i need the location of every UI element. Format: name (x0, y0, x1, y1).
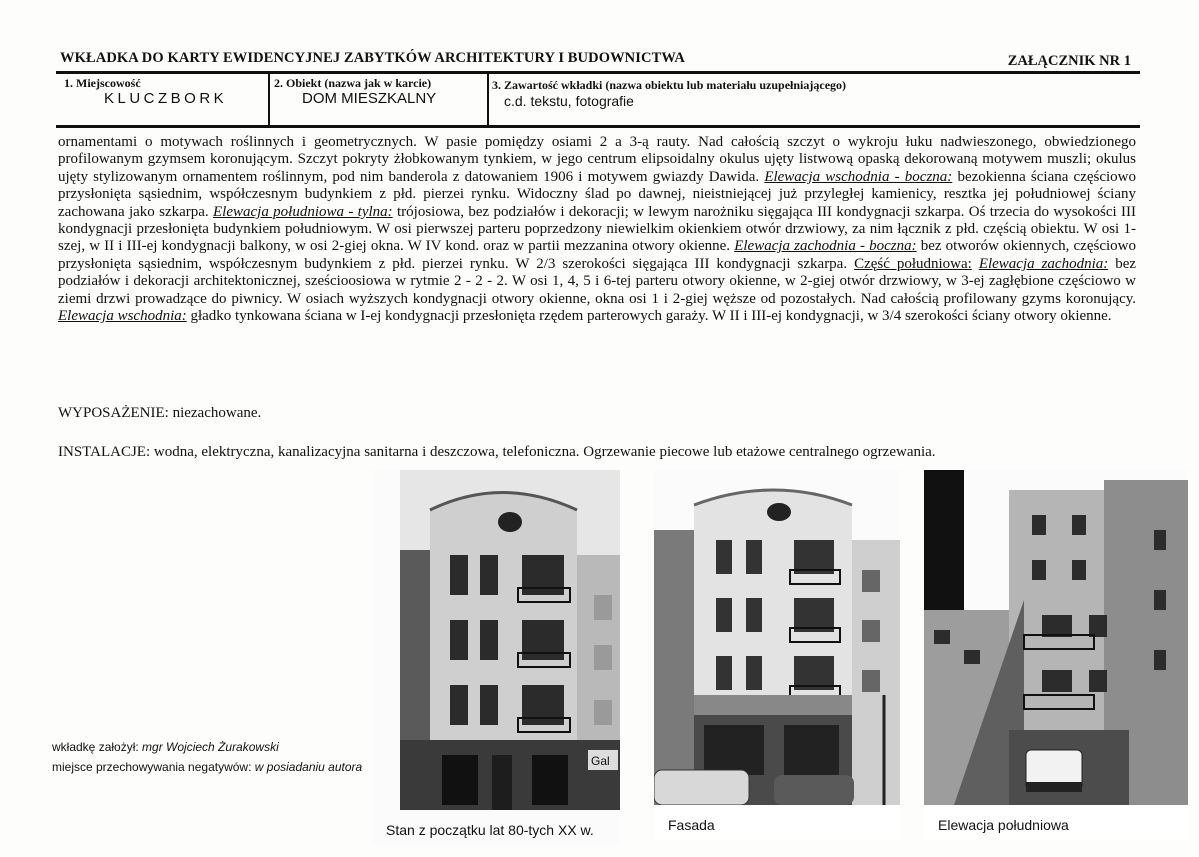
description-east-side: bezokienna ściana częściowo przysłonięta sąsiednim, współczesnym budynkiem z płd. pierzei rynku. Widoczny ślad po dawnej, nieistniejącej już przyległej kamienicy, resztka jej południowej ściany zachowana jako szkarpa. (58, 168, 1137, 220)
shop-sign-text: Gal (591, 754, 610, 768)
storage-value: w posiadaniu autora (254, 760, 363, 774)
photo-1-frame (372, 470, 620, 845)
locality-value: KLUCZBORK (104, 90, 228, 107)
description-part-facade: ornamentami o motywach roślinnych i geometrycznych. W pasie pomiędzy osiami 2 a 3-ą rauty. Nad całością szczyt o wykroju łuku nadwieszonego, obwiedzionego profilowanym gzymsem koronującym. Szczyt pokryty żłobkowanym tynkiem, w jego centrum elipsoidalny okulus ujęty listwową opaską dekorowaną motywem muszli; okulus ujęty stylizowanym ornamentem roślinnym, pod nim banderola z datowaniem 1906 i motywem gwiazdy Dawida. (58, 134, 1136, 185)
form-title: WKŁADKA DO KARTY EWIDENCYJNEJ ZABYTKÓW ARCHITEKTURY I BUDOWNICTWA (60, 50, 685, 66)
description-west-side: bez otworów okiennych, częściowo przysłonięta sąsiednim, współczesnym budynkiem z płd. pierzei rynku. W 2/3 szerokości sięgająca III kondygnacji szkarpa. (58, 238, 1136, 272)
description-south-rear: trójosiowa, bez podziałów i dekoracji; w lewym narożniku sięgająca III kondygnacji szkarpa. Oś trzecia do wysokości III kondygnacji przesłonięta budynkiem południowym. W osi pierwszej parteru poprzedzony niewielkim okienkiem otwór drzwiowy, za nim łącznik z płd. częścią obiektu. W osi 1-szej, w II i III-ej kondygnacji balkony, w osi 2-giej okna. W IV kond. oraz w partii mezzanina otwory okienne. (58, 203, 1137, 255)
author-label: wkładkę założył: (52, 740, 139, 754)
description-west: bez podziałów i dekoracji architektonicznej, sześcioosiowa w rytmie 2 - 2 - 2. W osi 1, 4, 5 i 6-tej parteru otwory okienne, w 2-giej otwór drzwiowy, w 3-ej zagłębione częściowo w ziemi drzwi prowadzące do piwnicy. W osiach wyższych kondygnacji otwory okienne, okna osi 1 i 2-giej węższe od pozostałych. Nad całością profilowany gzyms koronujący. (58, 255, 1137, 307)
heading-west-side-elevation: Elewacja zachodnia - boczna: (734, 238, 917, 255)
photo-1-building-1980s (372, 470, 620, 845)
heading-south-rear-elevation: Elewacja południowa - tylna: (213, 203, 393, 220)
heading-south-part: Część południowa: (854, 255, 972, 272)
header-rule-top (56, 71, 1140, 74)
photo-3-south-elevation (924, 470, 1188, 805)
header-rule-bottom (56, 125, 1140, 128)
description-east: gładko tynkowana ściana w I-ej kondygnacji przesłonięta rzędem parterowych garaży. W II i III-ej kondygnacji, w 3/4 szerokości ściany otwory okienne. (186, 308, 1112, 325)
storage-label: miejsce przechowywania negatywów: (52, 760, 252, 774)
installations-line: INSTALACJE: wodna, elektryczna, kanalizacyjna sanitarna i deszczowa, telefoniczna. Ogrzewanie piecowe lub etażowe centralnego ogrzewania. (58, 444, 936, 460)
annex-number: ZAŁĄCZNIK NR 1 (1007, 53, 1131, 69)
photo-3-caption: Elewacja południowa (938, 817, 1069, 833)
photo-2-facade (654, 470, 900, 805)
heading-east-side-elevation: Elewacja wschodnia - boczna: (764, 168, 953, 185)
object-value: DOM MIESZKALNY (302, 90, 437, 107)
content-label: 3. Zawartość wkładki (nazwa obiektu lub materiału uzupełniającego) (492, 78, 847, 92)
author-line (52, 740, 279, 754)
photo-2-caption: Fasada (668, 817, 715, 833)
description-text (58, 134, 1136, 325)
author-value: mgr Wojciech Żurakowski (142, 740, 279, 754)
equipment-line: WYPOSAŻENIE: niezachowane. (58, 405, 262, 421)
content-value: c.d. tekstu, fotografie (504, 93, 634, 109)
photo-3-frame (924, 470, 1188, 840)
photo-2-frame (654, 470, 900, 840)
heading-west-elevation: Elewacja zachodnia: (978, 255, 1109, 272)
object-label: 2. Obiekt (nazwa jak w karcie) (274, 76, 432, 90)
heading-east-elevation: Elewacja wschodnia: (58, 308, 187, 325)
photo-1-caption: Stan z początku lat 80-tych XX w. (386, 822, 594, 838)
locality-label: 1. Miejscowość (64, 76, 141, 90)
storage-line (52, 760, 362, 774)
field-divider-2 (487, 73, 489, 125)
field-divider-1 (268, 73, 270, 125)
